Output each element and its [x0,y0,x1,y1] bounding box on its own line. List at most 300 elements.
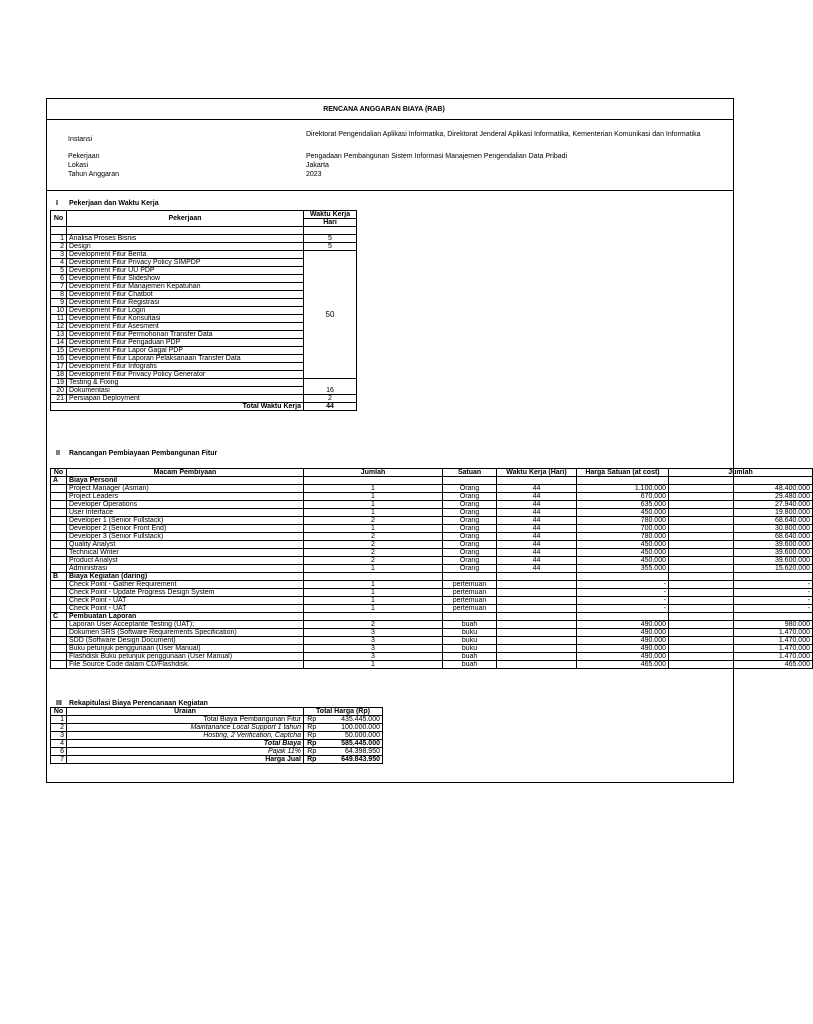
recap-label: Total Biaya [67,740,304,748]
empty-cell [51,589,67,597]
item-unit: pertemuan [443,605,497,613]
row-number: 20 [51,387,67,395]
section1-title: Pekerjaan dan Waktu Kerja [69,200,159,207]
item-unit: Orang [443,501,497,509]
col-header-total: Total Harga (Rp) [304,708,383,716]
item-days [497,629,577,637]
task-name: Development Fitur Konsultasi [67,315,304,323]
row-number: 3 [51,732,67,740]
empty-cell [443,477,497,485]
table-row [51,509,813,517]
table-row [51,661,813,669]
item-price: 450.000 [577,541,669,549]
section3-number: III [56,700,62,707]
empty-cell [669,573,813,581]
item-days [497,589,577,597]
task-name: Dokumentasi [67,387,304,395]
empty-cell [443,613,497,621]
row-number: 16 [51,355,67,363]
item-price: 635.000 [577,501,669,509]
task-name: Development Fitur Privacy Policy SIMPDP [67,259,304,267]
table-row [51,379,357,387]
section2-title: Rancangan Pembiayaan Pembangunan Fitur [69,450,218,457]
item-total: 1.470.000 [669,629,813,637]
item-days [497,621,577,629]
table-row [51,653,813,661]
task-name: Development Fitur Registrasi [67,299,304,307]
item-name: Check Point - Update Progress Design System [67,589,304,597]
item-unit: pertemuan [443,597,497,605]
item-days: 44 [497,557,577,565]
divider [47,190,733,191]
item-name: Developer 3 (Senior Fullstack) [67,533,304,541]
divider [47,119,733,120]
item-name: Laporan User Acceptante Testing (UAT); [67,621,304,629]
group-code: A [51,477,67,485]
meta-value: Jakarta [306,162,329,169]
item-qty: 1 [304,589,443,597]
group-code: B [51,573,67,581]
empty-cell [51,549,67,557]
table-row [51,533,813,541]
empty-cell [51,605,67,613]
item-price: 780.000 [577,517,669,525]
item-total: 30.800.000 [669,525,813,533]
row-number: 7 [51,756,67,764]
table-row [51,557,813,565]
row-number: 2 [51,724,67,732]
item-unit: buku [443,637,497,645]
recap-label: Total Biaya Pembangunan Fitur [67,716,304,724]
recap-value: 100.000.000 [320,724,383,732]
recap-row [51,740,383,748]
group-title: Biaya Kegiatan (daring) [67,573,304,581]
item-qty: 1 [304,493,443,501]
task-name: Development Fitur Berita [67,251,304,259]
work-time-table [50,210,357,411]
item-name: Developer Operations [67,501,304,509]
table-row [51,517,813,525]
empty-cell [443,573,497,581]
item-name: Dokumen SRS (Software Requirements Specification) [67,629,304,637]
item-total: 465.000 [669,661,813,669]
row-number: 13 [51,331,67,339]
recap-value: 64.398.950 [320,748,383,756]
item-unit: Orang [443,493,497,501]
recap-currency: Rp [304,724,320,732]
recap-value: 50.000.000 [320,732,383,740]
item-total: 39.600.000 [669,557,813,565]
row-number: 6 [51,748,67,756]
row-number: 10 [51,307,67,315]
empty-cell [577,573,669,581]
col-header: Harga Satuan (at cost) [577,469,669,477]
empty-cell [51,645,67,653]
item-price: 490.000 [577,645,669,653]
meta-label: Lokasi [68,162,89,169]
item-qty: 1 [304,485,443,493]
row-number: 18 [51,371,67,379]
row-number: 1 [51,235,67,243]
task-name: Development Fitur Login [67,307,304,315]
table-row [51,525,813,533]
table-row [51,235,357,243]
meta-label: Instansi [68,136,93,143]
table-row [51,501,813,509]
item-name: File Source Code dalam CD/Flashdisk. [67,661,304,669]
col-header-hari: Hari [304,219,357,227]
col-header-uraian: Uraian [67,708,304,716]
item-unit: pertemuan [443,589,497,597]
item-qty: 2 [304,541,443,549]
item-price: 490.000 [577,629,669,637]
item-total: 39.600.000 [669,541,813,549]
empty-cell [51,517,67,525]
task-days: 5 [304,235,357,243]
col-header: Macam Pembiyaan [67,469,304,477]
empty-cell [51,629,67,637]
item-price: 490.000 [577,621,669,629]
total-value: 44 [304,403,357,411]
task-name: Development Fitur Chatbot [67,291,304,299]
recap-row [51,732,383,740]
row-number: 9 [51,299,67,307]
empty-cell [51,493,67,501]
item-total: 39.600.000 [669,549,813,557]
table-row [51,645,813,653]
item-qty: 1 [304,525,443,533]
table-row [51,605,813,613]
task-name: Development Fitur Slideshow [67,275,304,283]
task-name: Testing & Fixing [67,379,304,387]
item-days [497,653,577,661]
item-unit: Orang [443,533,497,541]
table-row [51,493,813,501]
item-qty: 3 [304,645,443,653]
row-number: 7 [51,283,67,291]
col-header: No [51,469,67,477]
table-row [51,251,357,259]
empty-cell [51,227,67,235]
recap-row [51,724,383,732]
empty-cell [51,485,67,493]
item-total: 980.000 [669,621,813,629]
task-name: Development Fitur Laporan Pelaksanaan Transfer Data [67,355,304,363]
item-qty: 3 [304,637,443,645]
empty-cell [51,525,67,533]
item-days [497,597,577,605]
col-header-waktu: Waktu Kerja [304,211,357,219]
col-header-no: No [51,708,67,716]
item-unit: Orang [443,565,497,573]
table-row [51,395,357,403]
empty-cell [51,637,67,645]
item-name: Administrasi [67,565,304,573]
task-name: Persiapan Deployment [67,395,304,403]
task-name: Development Fitur Asesment [67,323,304,331]
group-title: Pembuatan Laporan [67,613,304,621]
meta-value: Pengadaan Pembangunan Sistem Informasi Manajemen Pengendalian Data Pribadi [306,153,568,160]
item-name: SDD (Software Design Document) [67,637,304,645]
item-price: 355.000 [577,565,669,573]
item-name: Check Point - UAT [67,605,304,613]
item-price: 670.000 [577,493,669,501]
empty-cell [497,477,577,485]
task-name: Development Fitur Infografis [67,363,304,371]
row-number: 15 [51,347,67,355]
item-unit: Orang [443,549,497,557]
empty-cell [577,613,669,621]
item-qty: 3 [304,653,443,661]
item-days: 44 [497,549,577,557]
item-total: - [669,597,813,605]
row-number: 11 [51,315,67,323]
recap-label: Maintanance Local Support 1 tahun [67,724,304,732]
item-unit: pertemuan [443,581,497,589]
item-total: 48.400.000 [669,485,813,493]
item-qty: 2 [304,533,443,541]
item-total: 1.470.000 [669,637,813,645]
task-days: 2 [304,395,357,403]
item-name: Technical Writer [67,549,304,557]
table-row [51,243,357,251]
recap-currency: Rp [304,740,320,748]
row-number: 5 [51,267,67,275]
recap-value: 649.843.950 [320,756,383,764]
item-name: User Interface [67,509,304,517]
meta-value: 2023 [306,171,322,178]
item-days: 44 [497,485,577,493]
item-total: - [669,581,813,589]
item-days: 44 [497,541,577,549]
table-row [51,549,813,557]
item-price: 490.000 [577,653,669,661]
empty-cell [51,621,67,629]
recap-currency: Rp [304,756,320,764]
empty-cell [669,477,813,485]
item-unit: Orang [443,525,497,533]
row-number: 6 [51,275,67,283]
item-price: 450.000 [577,509,669,517]
row-number: 4 [51,259,67,267]
item-qty: 1 [304,661,443,669]
empty-cell [51,653,67,661]
item-name: Product Analyst [67,557,304,565]
empty-cell [51,565,67,573]
item-days: 44 [497,517,577,525]
task-name: Development Fitur Pengaduan PDP [67,339,304,347]
table-row [51,581,813,589]
item-name: Developer 1 (Senior Fullstack) [67,517,304,525]
col-header: Jumlah [669,469,813,477]
col-header: Waktu Kerja (Hari) [497,469,577,477]
empty-cell [304,613,443,621]
task-name: Development Fitur Lapor Gagal PDP [67,347,304,355]
item-price: 1.100.000 [577,485,669,493]
item-price: - [577,581,669,589]
item-unit: Orang [443,509,497,517]
item-name: Flashdisk Buku petunjuk penggunaan (User Manual) [67,653,304,661]
item-price: 450.000 [577,549,669,557]
recap-table [50,707,383,764]
row-number: 2 [51,243,67,251]
group-code: C [51,613,67,621]
item-days: 44 [497,493,577,501]
item-total: 68.640.000 [669,533,813,541]
item-days: 44 [497,501,577,509]
item-total: 27.940.000 [669,501,813,509]
group-row [51,477,813,485]
section3-title: Rekapitulasi Biaya Perencanaan Kegiatan [69,700,208,707]
item-days: 44 [497,533,577,541]
total-row [51,403,357,411]
row-number: 21 [51,395,67,403]
task-name: Design [67,243,304,251]
item-qty: 2 [304,517,443,525]
table-row [51,565,813,573]
item-unit: buku [443,645,497,653]
empty-cell [51,581,67,589]
item-price: - [577,605,669,613]
recap-currency: Rp [304,748,320,756]
task-name: Analisa Proses Bisnis [67,235,304,243]
col-header: Satuan [443,469,497,477]
item-unit: buah [443,621,497,629]
empty-cell [51,557,67,565]
table-row [51,637,813,645]
meta-label: Pekerjaan [68,153,100,160]
table-row [51,589,813,597]
table-row [51,621,813,629]
item-name: Check Point - UAT [67,597,304,605]
item-qty: 1 [304,501,443,509]
table-row [51,541,813,549]
item-unit: buah [443,661,497,669]
row-number: 19 [51,379,67,387]
item-days: 44 [497,525,577,533]
col-header-no: No [51,211,67,227]
item-total: 15.620.000 [669,565,813,573]
empty-cell [51,533,67,541]
item-days [497,581,577,589]
item-days: 44 [497,565,577,573]
empty-cell [304,477,443,485]
empty-cell [497,613,577,621]
recap-label: Harga Jual [67,756,304,764]
item-days [497,605,577,613]
item-total: - [669,589,813,597]
meta-label: Tahun Anggaran [68,171,119,178]
item-total: 1.470.000 [669,653,813,661]
empty-cell [51,541,67,549]
item-qty: 1 [304,581,443,589]
item-days [497,661,577,669]
recap-currency: Rp [304,732,320,740]
recap-row [51,756,383,764]
table-header-row [51,469,813,477]
dev-days-merged: 50 [304,251,357,379]
item-unit: Orang [443,541,497,549]
item-total: 68.640.000 [669,517,813,525]
table-header-row [51,211,357,219]
empty-cell [51,501,67,509]
item-days: 44 [497,509,577,517]
item-qty: 1 [304,509,443,517]
item-unit: buah [443,653,497,661]
recap-value: 435.445.000 [320,716,383,724]
item-days [497,637,577,645]
item-name: Check Point - Gather Requirement [67,581,304,589]
row-number: 1 [51,716,67,724]
recap-label: Pajak 11% [67,748,304,756]
document-title: RENCANA ANGGARAN BIAYA (RAB) [323,106,445,113]
item-qty: 2 [304,557,443,565]
item-name: Project Manager (Asman) [67,485,304,493]
task-name: Development Fitur Privacy Policy Generator [67,371,304,379]
table-row [51,629,813,637]
recap-currency: Rp [304,716,320,724]
item-qty: 1 [304,597,443,605]
task-name: Development Fitur UU PDP [67,267,304,275]
empty-cell [304,227,357,235]
total-label: Total Waktu Kerja [51,403,304,411]
item-price: - [577,597,669,605]
empty-cell [51,597,67,605]
empty-cell [67,227,304,235]
section1-number: I [56,200,58,207]
item-price: 450.000 [577,557,669,565]
empty-cell [51,661,67,669]
col-header-pekerjaan: Pekerjaan [67,211,304,227]
item-price: 700.000 [577,525,669,533]
spacer-row [51,227,357,235]
meta-value: Direktorat Pengendalian Aplikasi Informatika, Direktorat Jenderal Aplikasi Informatika, Kementerian Komunikasi dan Informatika [306,131,701,138]
item-name: Quality Analyst [67,541,304,549]
table-header-row [51,708,383,716]
row-number: 8 [51,291,67,299]
item-price: - [577,589,669,597]
col-header: Jumlah [304,469,443,477]
row-number: 12 [51,323,67,331]
row-number: 3 [51,251,67,259]
item-unit: Orang [443,517,497,525]
item-total: 19.800.000 [669,509,813,517]
recap-row [51,716,383,724]
item-total: 1.470.000 [669,645,813,653]
item-name: Developer 2 (Senior Front End) [67,525,304,533]
empty-cell [51,509,67,517]
table-row [51,485,813,493]
item-qty: 1 [304,565,443,573]
item-price: 465.000 [577,661,669,669]
item-qty: 1 [304,605,443,613]
group-title: Biaya Personil [67,477,304,485]
empty-cell [577,477,669,485]
task-name: Development Fitur Manajemen Kepatuhan [67,283,304,291]
item-unit: Orang [443,557,497,565]
item-days [497,645,577,653]
item-total: - [669,605,813,613]
empty-cell [669,613,813,621]
item-unit: buku [443,629,497,637]
task-days: 5 [304,243,357,251]
section2-number: II [56,450,60,457]
item-name: Buku petunjuk penggunaan (User Manual) [67,645,304,653]
item-unit: Orang [443,485,497,493]
item-price: 490.000 [577,637,669,645]
cost-table [50,468,813,669]
recap-row [51,748,383,756]
